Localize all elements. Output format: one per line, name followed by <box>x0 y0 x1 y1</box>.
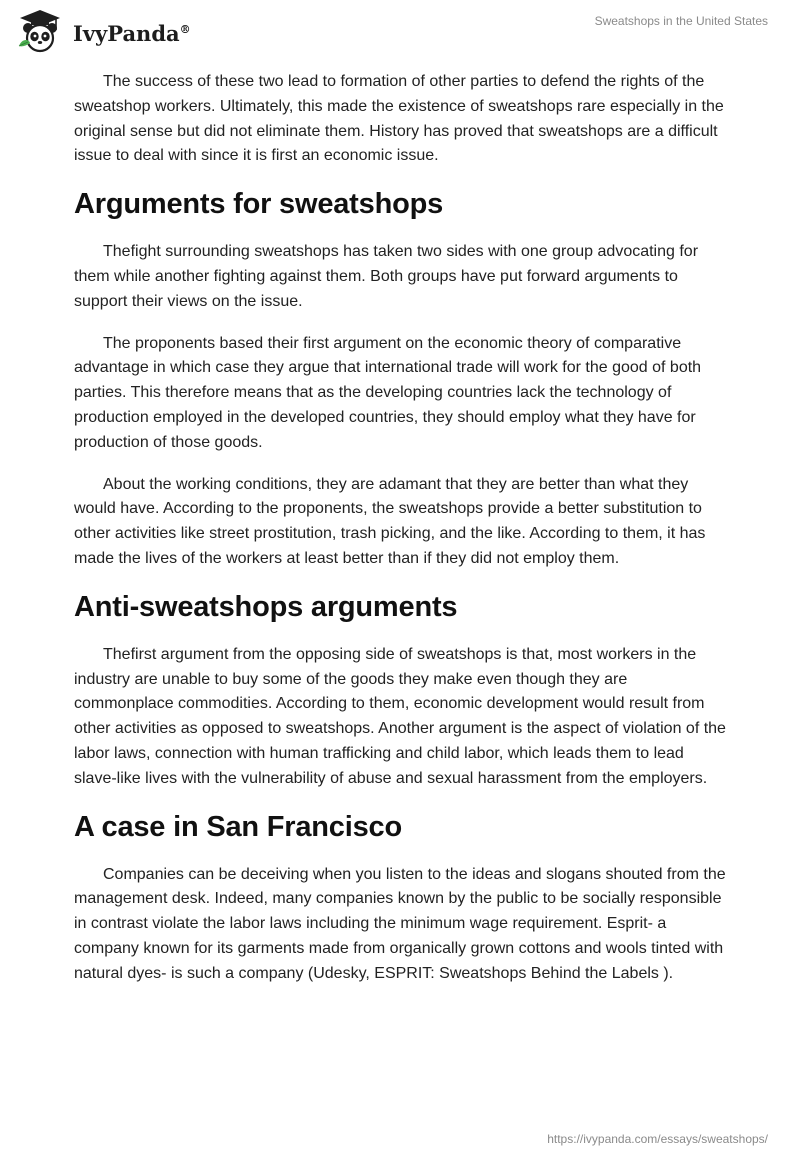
essay-body <box>74 70 729 1004</box>
panda-graduate-icon <box>16 8 64 54</box>
paragraph: The success of these two lead to formation of other parties to defend the rights of the sweatshop workers. Ultimately, this made the existence of sweatshops rare especially in the original sense but did not eliminate them. History has proved that sweatshops are a difficult issue to deal with since it is first an economic issue. <box>74 73 724 165</box>
page-header <box>0 0 800 60</box>
paragraph: The proponents based their first argument on the economic theory of comparative advantage in which case they argue that international trade will work for the good of both parties. This therefore means that as the developing countries lack the technology of production employed in the developed countries, they should employ what they have for production of those goods. <box>74 334 702 451</box>
registered-mark: ® <box>179 22 191 36</box>
document-title: Sweatshops in the United States <box>594 14 768 28</box>
brand-name: IvyPanda® <box>73 20 191 46</box>
paragraph: About the working conditions, they are adamant that they are better than what they would have. According to the proponents, the sweatshops provide a better substitution to other activities like street prostitution, trash picking, and the like. According to them, it has made the lives of the workers at least better than if they did not employ them. <box>74 475 706 567</box>
section-heading-san-francisco-case: A case in San Francisco <box>74 810 402 843</box>
paragraph: Companies can be deceiving when you listen to the ideas and slogans shouted from the management desk. Indeed, many companies known by the public to be socially responsible in contrast violate the labor laws including the minimum wage requirement. Esprit- a company known for its garments made from organically grown cottons and wools tinted with natural dyes- is such a company (Udesky, ESPRIT: Sweatshops Behind the Labels ). <box>74 865 726 982</box>
ivypanda-logo[interactable] <box>16 8 191 54</box>
paragraph: Thefight surrounding sweatshops has taken two sides with one group advocating for them while another fighting against them. Both groups have put forward arguments to support their views on the issue. <box>74 243 699 310</box>
source-url[interactable]: https://ivypanda.com/essays/sweatshops/ <box>547 1132 768 1146</box>
section-heading-anti-sweatshops: Anti-sweatshops arguments <box>74 590 458 623</box>
section-heading-arguments-for: Arguments for sweatshops <box>74 188 444 221</box>
paragraph: Thefirst argument from the opposing side of sweatshops is that, most workers in the industry are unable to buy some of the goods they make even though they are commonplace commodities. According to them, economic development would result from other activities as opposed to sweatshops. Another argument is the aspect of violation of the labor laws, connection with human trafficking and child labor, which leads them to lead slave-like lives with the vulnerability of abuse and sexual harassment from the employers. <box>74 645 726 787</box>
